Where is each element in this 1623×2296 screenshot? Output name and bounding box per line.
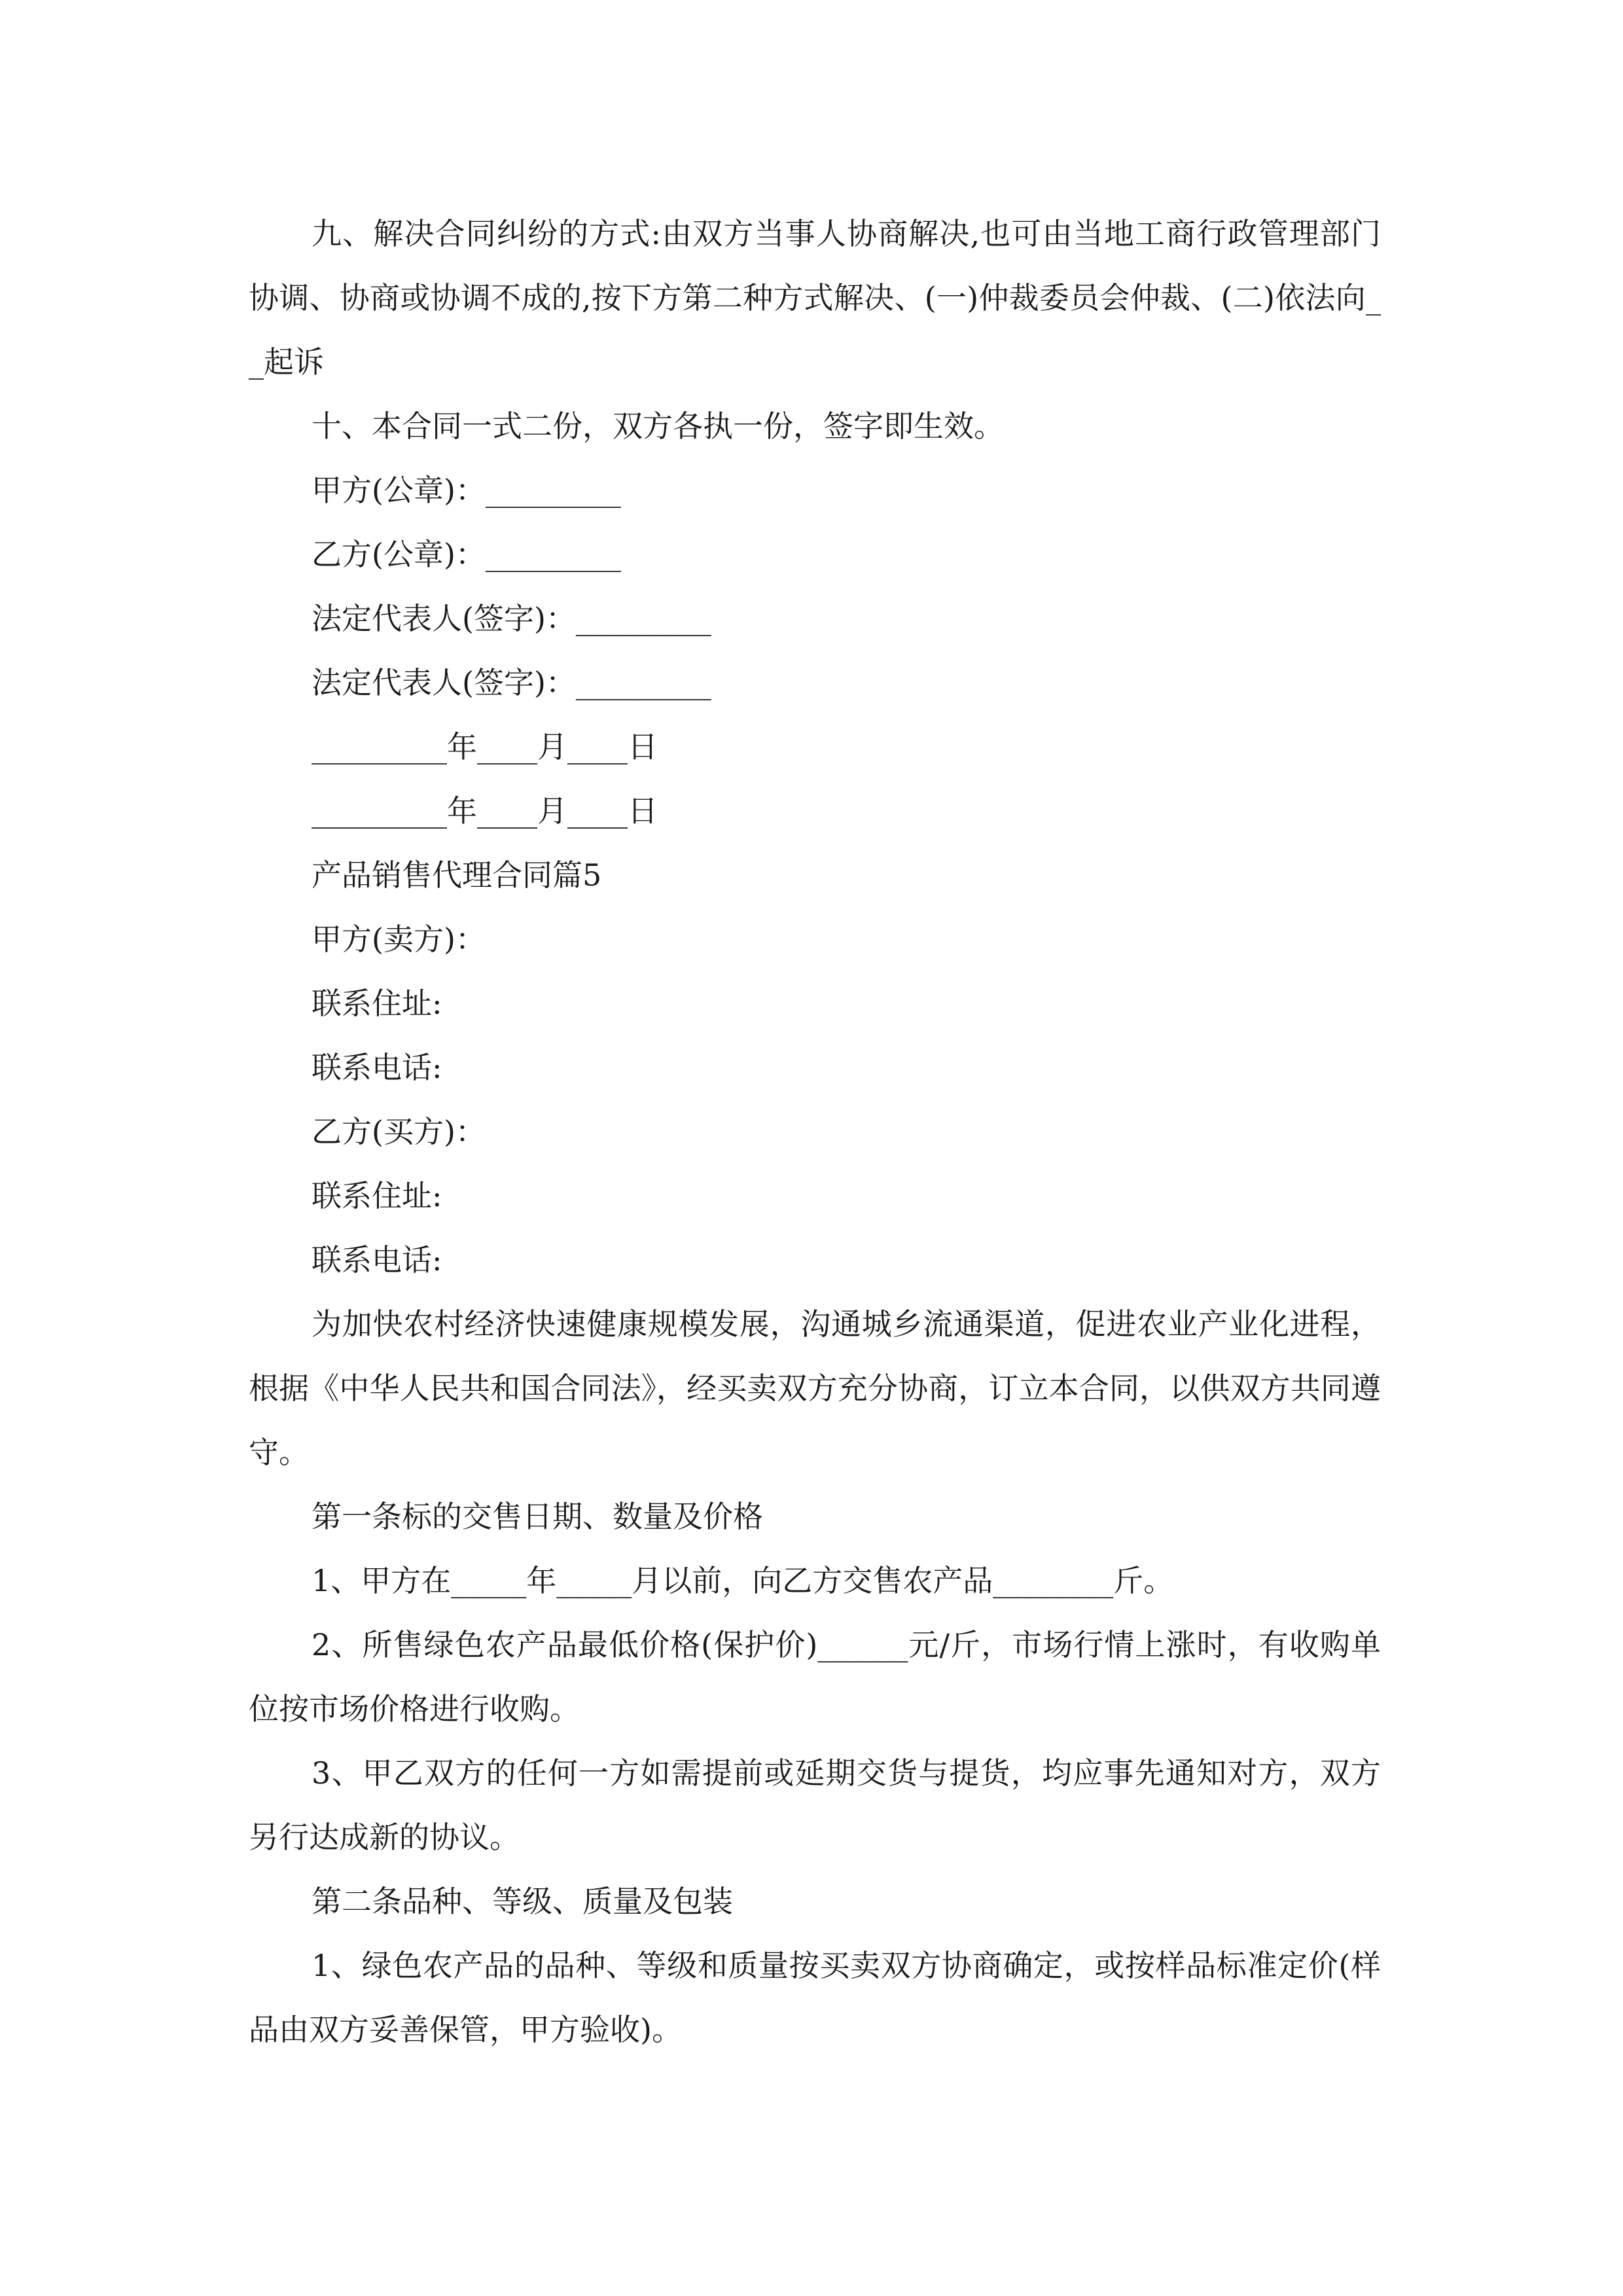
- document-body: [249, 202, 1381, 2062]
- clause-ten-copies: 十、本合同一式二份，双方各执一份，签字即生效。: [312, 408, 1004, 444]
- section-title: 产品销售代理合同篇5: [312, 857, 602, 893]
- party-b-buyer: 乙方(买方)：: [312, 1114, 486, 1149]
- party-b-address: 联系住址:: [312, 1178, 442, 1213]
- party-b-phone: 联系电话:: [312, 1242, 442, 1278]
- preamble: 为加快农村经济快速健康规模发展，沟通城乡流通渠道，促进农业产业化进程，根据《中华人民共和国合同法》，经买卖双方充分协商，订立本合同，以供双方共同遵守。: [249, 1306, 1381, 1470]
- legal-rep-signature-line-b: 法定代表人(签字)：_________: [312, 665, 711, 700]
- party-a-address: 联系住址:: [312, 986, 442, 1021]
- article-one-heading: 第一条标的交售日期、数量及价格: [312, 1499, 763, 1534]
- clause-nine-dispute-resolution: 九、解决合同纠纷的方式:由双方当事人协商解决,也可由当地工商行政管理部门协调、协商或协调不成的,按下方第二种方式解决、(一)仲裁委员会仲裁、(二)依法向__起诉: [249, 216, 1381, 380]
- legal-rep-signature-line-a: 法定代表人(签字)：_________: [312, 601, 711, 636]
- party-a-seal-line: 甲方(公章)：_________: [312, 473, 621, 508]
- party-a-seller: 甲方(卖方)：: [312, 922, 486, 957]
- party-b-seal-line: 乙方(公章)：_________: [312, 537, 621, 572]
- article-one-item-2: 2、所售绿色农产品最低价格(保护价)______元/斤，市场行情上涨时，有收购单位按市场价格进行收购。: [249, 1627, 1381, 1727]
- date-line-a: _________年____月____日: [312, 729, 658, 764]
- party-a-phone: 联系电话:: [312, 1050, 442, 1085]
- article-two-heading: 第二条品种、等级、质量及包装: [312, 1884, 733, 1919]
- article-one-item-3: 3、甲乙双方的任何一方如需提前或延期交货与提货，均应事先通知对方，双方另行达成新的协议。: [249, 1755, 1381, 1855]
- date-line-b: _________年____月____日: [312, 793, 658, 829]
- article-one-item-1: 1、甲方在_____年_____月以前，向乙方交售农产品________斤。: [312, 1563, 1174, 1598]
- article-two-item-1: 1、绿色农产品的品种、等级和质量按买卖双方协商确定，或按样品标准定价(样品由双方妥善保管，甲方验收)。: [249, 1948, 1381, 2047]
